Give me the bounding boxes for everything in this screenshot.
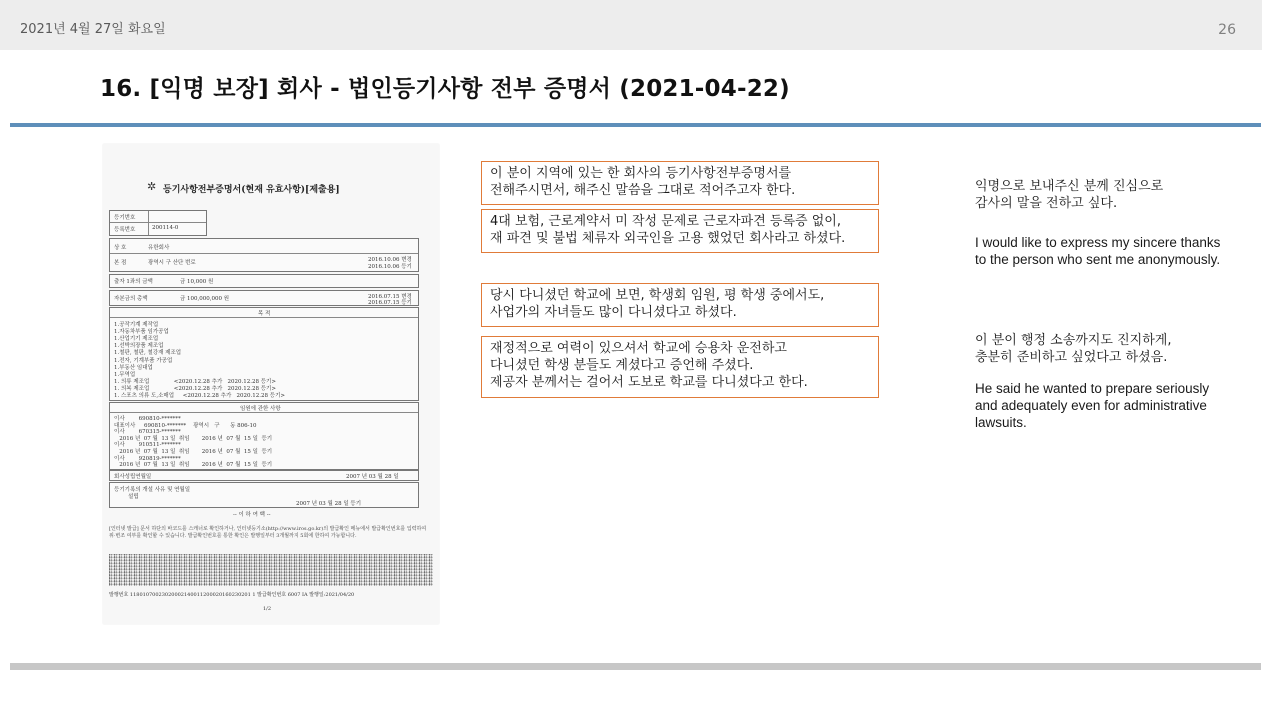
officers-label: 임원에 관한 사항 (240, 406, 281, 412)
record-label: 등기기록의 개설 사유 및 연월일 (114, 487, 191, 493)
note-line: 다니셨던 학생 분들도 계셨다고 증언해 주셨다. (490, 358, 754, 373)
purpose-item: 1.공작기계 제작업 (114, 322, 159, 328)
purpose-item: 1. 의복 제조업 <2020.12.28 추가 2020.12.28 등기> (114, 385, 276, 392)
officer-item: 이사 670315-******* (114, 429, 181, 436)
page-number: 26 (1218, 22, 1236, 38)
thanks-ko-line: 감사의 말을 전하고 싶다. (975, 196, 1118, 211)
hq-note2: 2016.10.06 등기 (368, 264, 412, 270)
record-value2: 2007 년 03 월 28 일 등기 (296, 501, 362, 507)
top-bar (0, 0, 1262, 50)
officer-item: 대표이사 690810-******* 광역시 구 동 806-10 (114, 422, 257, 429)
note-line: 전해주시면서, 해주신 말씀을 그대로 적어주고자 한다. (490, 183, 796, 198)
note-line: 재정적으로 여력이 있으셔서 학교에 승용차 운전하고 (490, 341, 787, 356)
lawsuit-english: He said he wanted to prepare seriously and adequately even for administrative lawsuits. (975, 381, 1210, 430)
reg-no2-value: 200114-0 (152, 225, 179, 231)
slide-title: 16. [익명 보장] 회사 - 법인등기사항 전부 증명서 (2021-04-22) (100, 76, 790, 102)
note-line: 이 분이 지역에 있는 한 회사의 등기사항전부증명서를 (490, 166, 792, 181)
purpose-item: 1.철판, 철판, 철강재 제조업 (114, 350, 182, 357)
officer-item: 2016 년 07 월 13 일 취임 2016 년 07 월 15 일 등기 (114, 462, 273, 469)
note-box-4 (481, 336, 879, 398)
title-divider (10, 123, 1261, 127)
note-line: 제공자 분께서는 걸어서 도보로 학교를 다니셨다고 한다. (490, 375, 808, 390)
company-table (109, 238, 419, 272)
note-box-3 (481, 283, 879, 327)
established-table (109, 470, 419, 481)
hq-value: 광역시 구 산단 번로 (148, 260, 196, 266)
note-line: 당시 다니셨던 학교에 보면, 학생회 임원, 평 학생 중에서도, (490, 288, 825, 303)
established-value: 2007 년 03 월 28 일 (346, 474, 399, 480)
officers-table (109, 402, 419, 470)
purpose-item: 1.무역업 (114, 371, 136, 378)
lawsuit-ko-line: 충분히 준비하고 싶었다고 하셨음. (975, 350, 1168, 365)
purpose-item: 1.부동산 임대업 (114, 364, 153, 371)
thanks-ko-line: 익명으로 보내주신 분께 진심으로 (975, 179, 1164, 194)
lawsuit-ko-line: 이 분이 행정 소송까지도 진지하게, (975, 333, 1172, 348)
certificate-note: [인터넷 발급] 문서 하단의 바코드를 스캐너로 확인하거나, 인터넷등기소(http://www.iros.go.kr)의 발급확인 메뉴에서 발급확인번호를 입력하여 위·변조 여부를 확인할 수 있습니다. 발급확인번호를 통한 확인은 발행일부터 3개월까지 5회에 한하여 가능합니다. (109, 526, 427, 539)
capital-label: 자본금의 총액 (114, 296, 148, 302)
hq-label: 본 점 (114, 260, 127, 266)
officer-item: 이사 910511-******* (114, 442, 181, 449)
reg-no2-label: 등록번호 (114, 227, 136, 233)
note-line: 사업가의 자녀들도 많이 다니셨다고 하셨다. (490, 305, 737, 320)
lawsuit-korean (975, 332, 1235, 366)
certificate-image (103, 144, 439, 624)
purpose-label: 목 적 (258, 311, 271, 317)
note-box-2 (481, 209, 879, 253)
reg-no-label: 등기번호 (114, 215, 136, 221)
officer-item: 이사 920819-******* (114, 455, 181, 462)
purpose-item: 1.산업기기 제조업 (114, 336, 159, 343)
end-mark: -- 이 하 여 백 -- (233, 512, 271, 518)
bottom-divider (10, 663, 1261, 670)
thanks-korean (975, 178, 1235, 212)
record-table (109, 482, 419, 508)
purpose-item: 1. 스포츠 의류 도,소매업 <2020.12.28 추가 2020.12.28 등기> (114, 393, 285, 399)
note-box-1 (481, 161, 879, 205)
purpose-item: 1.자동차부품 임가공업 (114, 329, 169, 336)
capital-table (109, 290, 419, 306)
certificate-heading: 등기사항전부증명서(현재 유효사항)[제출용] (163, 185, 340, 195)
capital-note1: 2016.07.15 변경 (368, 294, 412, 300)
share-label: 출자 1좌의 금액 (114, 279, 153, 285)
certificate-page: 1/2 (263, 606, 272, 612)
certificate-footer: 발행번호 11801070023020002140011200020160230201 1 발급확인번호 6007 IA 발행일:2021/04/20 (109, 592, 355, 598)
note-line: 4대 보험, 근로계약서 미 작성 문제로 근로자파견 등록증 없이, (490, 214, 841, 229)
court-emblem-icon: ✲ (147, 180, 157, 193)
purpose-item: 1.전자, 기계부품 가공업 (114, 357, 173, 364)
capital-value: 금 100,000,000 원 (180, 296, 230, 302)
officer-item: 2016 년 07 월 13 일 취임 2016 년 07 월 15 일 등기 (114, 435, 273, 442)
date-label: 2021년 4월 27일 화요일 (20, 22, 166, 37)
officer-item: 이사 690810-******* (114, 416, 181, 422)
established-label: 회사성립연월일 (114, 474, 152, 480)
purpose-item: 1. 의류 제조업 <2020.12.28 추가 2020.12.28 등기> (114, 378, 276, 385)
company-value: 유한회사 (148, 245, 170, 251)
purpose-table (109, 307, 419, 401)
note-line: 재 파견 및 불법 체류자 외국인을 고용 했었던 회사라고 하셨다. (490, 231, 846, 246)
officer-item: 2016 년 07 월 13 일 취임 2016 년 07 월 15 일 등기 (114, 449, 273, 455)
company-label: 상 호 (114, 245, 127, 251)
share-table (109, 274, 419, 288)
purpose-item: 1.선박의장품 제조업 (114, 343, 164, 350)
capital-note2: 2016.07.15 등기 (368, 300, 412, 306)
thanks-english: I would like to express my sincere thanks to the person who sent me anonymously. (975, 235, 1221, 267)
reg-number-table (109, 210, 207, 236)
share-value: 금 10,000 원 (180, 279, 214, 285)
record-value1: 설립 (128, 494, 139, 500)
hq-note1: 2016.10.06 변경 (368, 257, 412, 263)
barcode-overlay (109, 554, 433, 586)
